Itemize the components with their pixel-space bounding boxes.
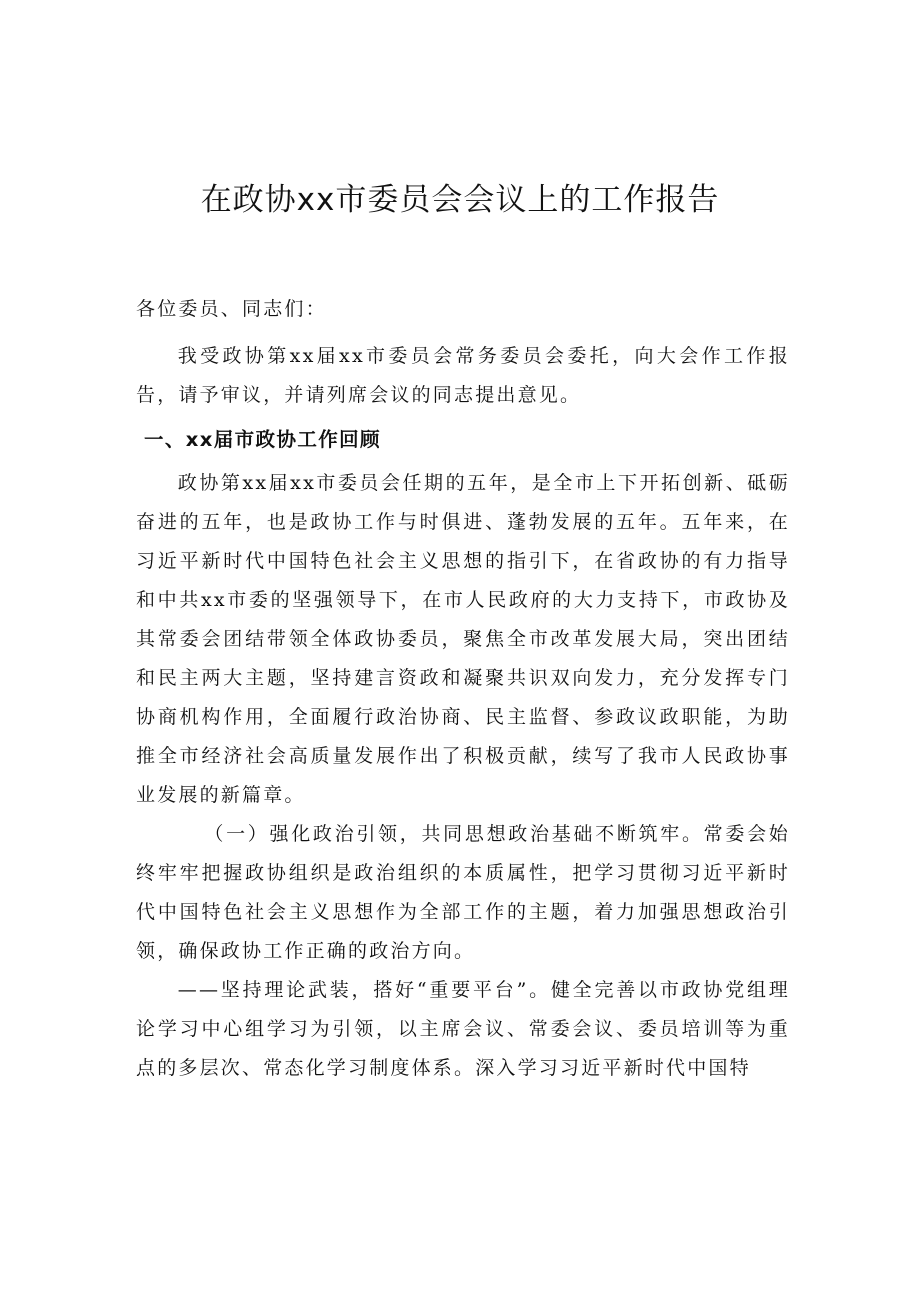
intro-paragraph: 我受政协第xx届xx市委员会常务委员会委托，向大会作工作报告，请予审议，并请列席会议的同志提出意见。 bbox=[136, 345, 790, 406]
review-paragraph: 政协第xx届xx市委员会任期的五年，是全市上下开拓创新、砥砺奋进的五年，也是政协工作与时俱进、蓬勃发展的五年。五年来，在习近平新时代中国特色社会主义思想的指引下，在省政协的有力指导和中共xx市委的坚强领导下，在市人民政府的大力支持下，市政协及其常委会团结带领全体政协委员，聚焦全市改革发展大局，突出团结和民主两大主题，坚持建言资政和凝聚共识双向发力，充分发挥专门协商机构作用，全面履行政治协商、民主监督、参政议政职能，为助推全市经济社会高质量发展作出了积极贡献，续写了我市人民政协事业发展的新篇章。 bbox=[136, 472, 790, 806]
document-body bbox=[136, 290, 790, 1088]
dash-item-paragraph: ——坚持理论武装，搭好“重要平台”。健全完善以市政协党组理论学习中心组学习为引领，以主席会议、常委会议、委员培训等为重点的多层次、常态化学习制度体系。深入学习习近平新时代中国特 bbox=[136, 979, 790, 1079]
document-title: 在政协xx市委员会会议上的工作报告 bbox=[200, 182, 720, 218]
subsection-paragraph: （一）强化政治引领，共同思想政治基础不断筑牢。常委会始终牢牢把握政协组织是政治组织的本质属性，把学习贯彻习近平新时代中国特色社会主义思想作为全部工作的主题，着力加强思想政治引领，确保政协工作正确的政治方向。 bbox=[136, 823, 790, 962]
section-heading: 一、xx届市政协工作回顾 bbox=[144, 428, 381, 451]
salutation: 各位委员、同志们： bbox=[136, 298, 327, 320]
